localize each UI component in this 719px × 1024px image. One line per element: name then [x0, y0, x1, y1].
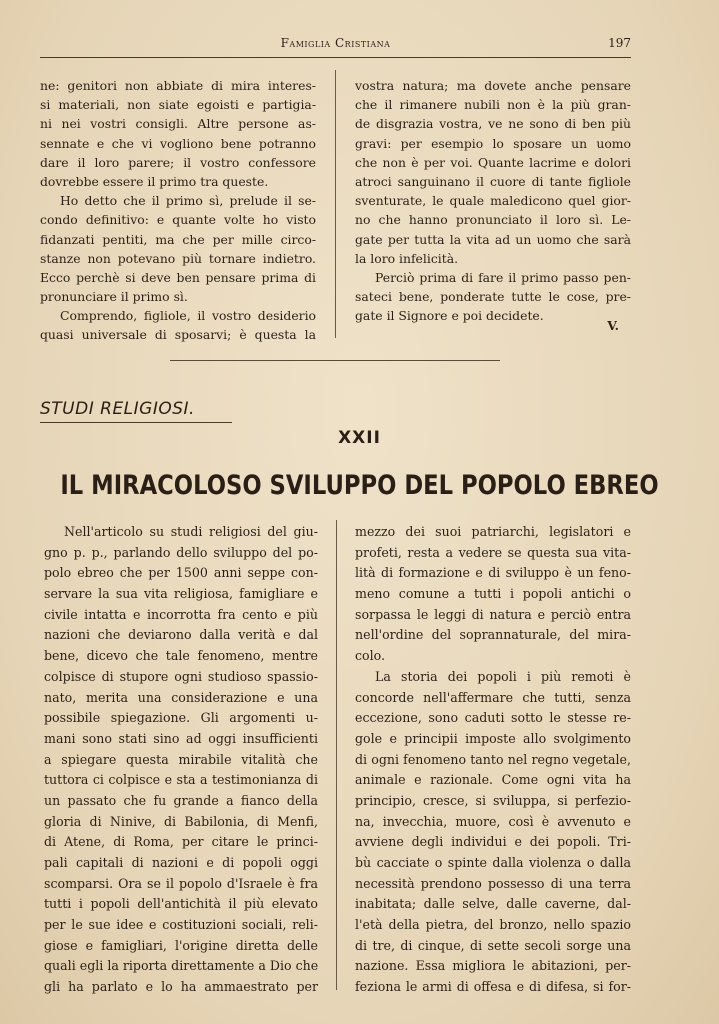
page-number: 197: [608, 36, 631, 50]
text-line: giose e famigliari, l'origine diretta delle: [44, 937, 318, 953]
section-label-underline: [40, 422, 232, 423]
text-line: fidanzati pentiti, ma che per mille circo-: [40, 231, 316, 247]
text-line: gate il Signore e poi decidete.: [355, 308, 544, 324]
text-line: gole e principii imposte allo svolgimento: [355, 730, 631, 746]
author-signature: V.: [607, 318, 619, 333]
text-line: ni nei vostri consigli. Altre persone as-: [40, 116, 316, 132]
text-line: La storia dei popoli i più remoti è: [375, 668, 631, 684]
column-divider: [336, 520, 337, 990]
text-line: mezzo dei suoi patriarchi, legislatori e: [355, 524, 631, 539]
text-line: nato, merita una considerazione e una: [44, 689, 318, 705]
text-line: colo.: [355, 648, 386, 664]
text-line: sennate e che vi vogliono bene potranno: [40, 135, 316, 151]
text-line: civile intatta e incorrotta fra cento e più: [44, 606, 318, 622]
text-line: eccezione, sono caduti sotto le stesse re-: [355, 710, 631, 726]
text-line: che non è per voi. Quante lacrime e dolori: [355, 154, 631, 170]
text-line: quali egli la riporta direttamente a Dio che: [44, 958, 318, 974]
text-line: principio, cresce, si sviluppa, si perfezio-: [355, 792, 631, 808]
text-line: possibile spiegazione. Gli argomenti u-: [44, 710, 318, 726]
main-article-right-column: [355, 522, 631, 998]
text-line: polo ebreo che per 1500 anni seppe con-: [44, 565, 318, 581]
text-line: bene, dicevo che tale fenomeno, mentre: [44, 648, 318, 664]
text-line: gli ha parlato e lo ha ammaestrato per: [44, 979, 318, 995]
text-line: dovrebbe essere il primo tra queste.: [40, 173, 269, 189]
top-article-left-column: [40, 76, 316, 345]
text-line: animale e razionale. Come ogni vita ha: [355, 772, 631, 788]
top-article-right-column: [355, 76, 631, 325]
text-line: scomparsi. Ora se il popolo d'Israele è fra: [44, 875, 318, 891]
text-line: lità di formazione e di sviluppo è un feno-: [355, 565, 631, 581]
text-line: di Atene, di Roma, per citare le princi-: [44, 834, 318, 850]
text-line: na, invecchia, muore, così è avvenuto e: [355, 813, 631, 829]
text-line: a spiegare questa mirabile vitalità che: [44, 751, 318, 767]
text-line: ne: genitori non abbiate di mira interes-: [40, 78, 316, 93]
text-line: de disgrazia vostra, ve ne sono di ben più: [355, 116, 631, 132]
text-line: nell'ordine del soprannaturale, del mira-: [355, 627, 631, 643]
text-line: gloria di Ninive, di Babilonia, di Menfi,: [44, 813, 318, 829]
text-line: di tre, di cinque, di sette secoli sorge una: [355, 937, 631, 953]
text-line: necessità prendono possesso di una terra: [355, 875, 631, 891]
text-line: tutti i popoli dell'antichità il più elevato: [44, 896, 318, 912]
header-rule: [40, 57, 631, 58]
text-line: sorpassa le leggi di natura e perciò entra: [355, 606, 631, 622]
text-line: avviene degli individui e dei popoli. Tri-: [355, 834, 631, 850]
text-line: dare il loro parere; il vostro confessore: [40, 154, 316, 170]
text-line: sventurate, le quale maledicono quel gior-: [355, 193, 631, 209]
text-line: gno p. p., parlando dello sviluppo del po-: [44, 544, 318, 560]
text-line: gate per tutta la vita ad un uomo che sarà: [355, 231, 631, 247]
text-line: Perciò prima di fare il primo passo pen-: [375, 269, 631, 285]
text-line: vostra natura; ma dovete anche pensare: [355, 78, 631, 93]
text-line: si materiali, non siate egoisti e partigia-: [40, 97, 316, 113]
article-number: XXII: [338, 428, 381, 448]
main-article-left-column: [44, 522, 318, 998]
text-line: feziona le armi di offesa e di difesa, si for-: [355, 979, 631, 995]
text-line: nazioni che deviarono dalla verità e dal: [44, 627, 318, 643]
text-line: atroci sanguinano il cuore di tante figliole: [355, 173, 631, 189]
text-line: colpisce di stupore ogni studioso spassio-: [44, 668, 318, 684]
text-line: Ho detto che il primo sì, prelude il se-: [60, 193, 316, 209]
article-headline: IL MIRACOLOSO SVILUPPO DEL POPOLO EBREO: [60, 470, 659, 501]
text-line: Nell'articolo su studi religiosi del giu-: [64, 524, 318, 539]
text-line: concorde nell'affermare che tutti, senza: [355, 689, 631, 705]
text-line: che il rimanere nubili non è la più gran-: [355, 97, 631, 113]
text-line: stanze non potevano più tornare indietro.: [40, 250, 316, 266]
text-line: nazione. Essa migliora le abitazioni, per-: [355, 958, 631, 974]
section-label: STUDI RELIGIOSI.: [40, 399, 195, 419]
text-line: l'età della pietra, del bronzo, nello spazio: [355, 917, 631, 933]
page-header: [40, 36, 631, 56]
text-line: di ogni fenomeno tanto nel regno vegetale,: [355, 751, 631, 767]
text-line: pronunciare il primo sì.: [40, 289, 188, 305]
text-line: un passato che fu grande a fianco della: [44, 792, 318, 808]
column-divider: [335, 70, 336, 338]
text-line: meno comune a tutti i popoli antichi o: [355, 586, 631, 602]
text-line: servare la sua vita religiosa, famigliare e: [44, 586, 318, 602]
text-line: Comprendo, figliole, il vostro desiderio: [60, 308, 316, 324]
text-line: bù cacciate o spinte dalla violenza o dalla: [355, 855, 631, 870]
text-line: sateci bene, ponderate tutte le cose, pre-: [355, 289, 631, 305]
text-line: mani sono stati sino ad oggi insufficienti: [44, 730, 318, 746]
text-line: condo definitivo: e quante volte ho visto: [40, 212, 316, 228]
text-line: quasi universale di sposarvi; è questa la: [40, 327, 316, 343]
text-line: profeti, resta a vedere se questa sua vita-: [355, 544, 631, 560]
running-title: Famiglia Cristiana: [280, 36, 391, 50]
text-line: Ecco perchè si deve ben pensare prima di: [40, 269, 316, 285]
text-line: gravi: per esempio lo sposare un uomo: [355, 135, 631, 151]
text-line: inabitata; dalle selve, dalle caverne, dal-: [355, 896, 631, 912]
text-line: pali capitali di nazioni e di popoli oggi: [44, 855, 318, 870]
text-line: no che hanno pronunciato il loro sì. Le-: [355, 212, 631, 228]
text-line: per le sue idee e costituzioni sociali, reli-: [44, 917, 318, 933]
section-separator: [170, 360, 500, 361]
text-line: tuttora ci colpisce e sta a testimonianza di: [44, 772, 318, 788]
text-line: la loro infelicità.: [355, 250, 459, 266]
